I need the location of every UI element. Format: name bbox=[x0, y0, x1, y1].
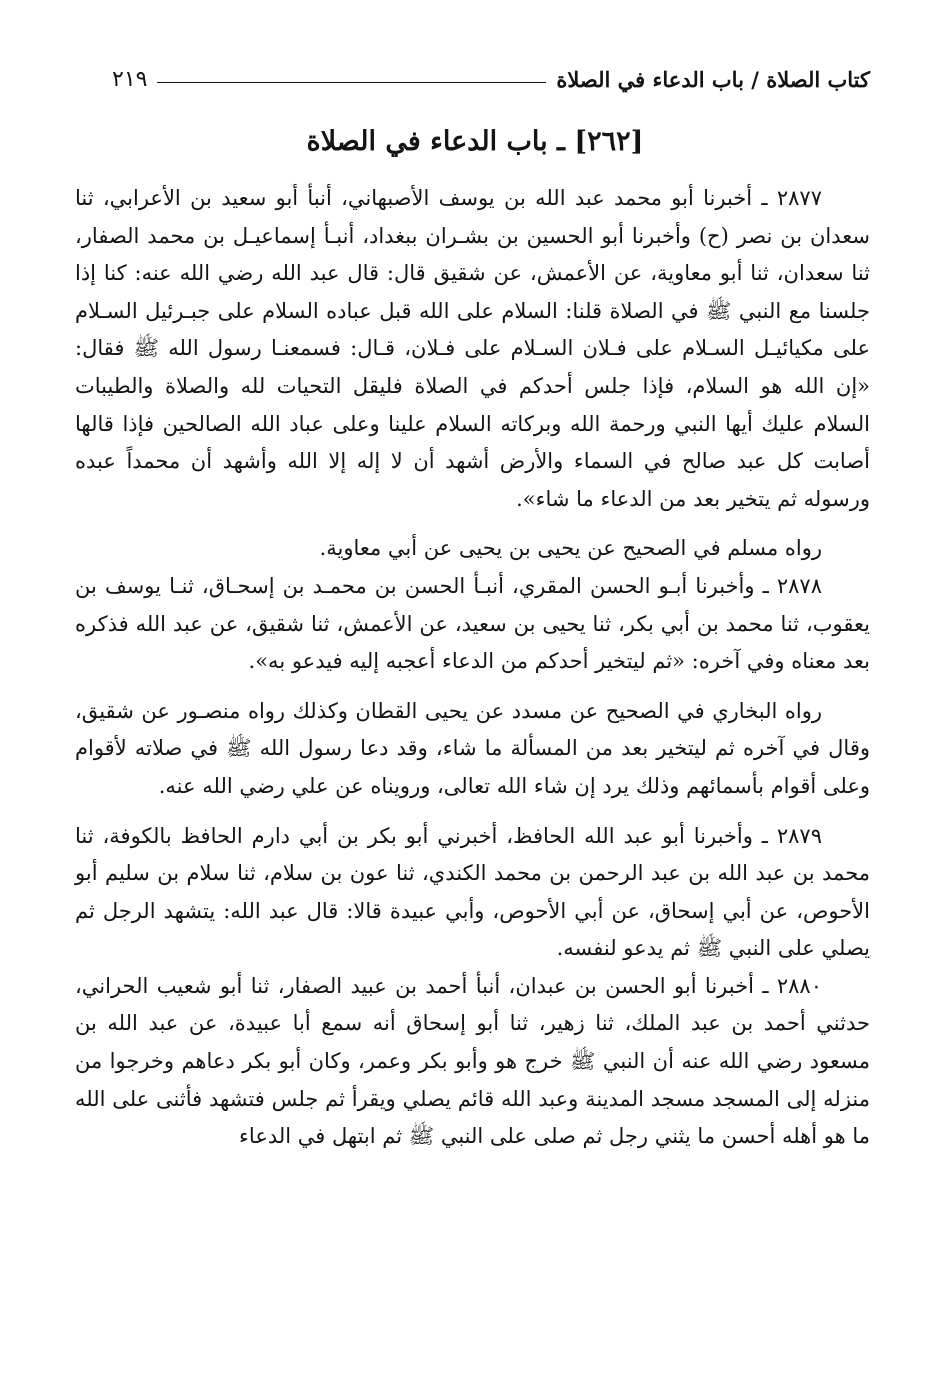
paragraph-hadith-2877: ٢٨٧٧ ـ أخبرنا أبو محمد عبد الله بن يوسف الأصبهاني، أنبأ أبو سعيد بن الأعرابي، ثنا سعدان بن نصر (ح) وأخبرنا أبو الحسين بن بشـران ببغداد، أنبـأ إسماعيـل بن محمد الصفار، ثنا سعدان، ثنا أبو معاوية، عن الأعمش، عن شقيق قال: قال عبد الله رضي الله عنه: كنا إذا جلسنا مع النبي ﷺ في الصلاة قلنا: السلام على الله قبل عباده السلام على جبـرئيل السـلام على مكيائيـل السـلام على فـلان السـلام على فـلان، قـال: فسمعنـا رسول الله ﷺ فقال: «إن الله هو السلام، فإذا جلس أحدكم في الصلاة فليقل التحيات لله والصلاة والطيبات السلام عليك أيها النبي ورحمة الله وبركاته السلام علينا وعلى عباد الله الصالحين فإذا قالها أصابت كل عبد صالح في السماء والأرض أشهد أن لا إله إلا الله وأشهد أن محمداً عبده ورسوله ثم يتخير بعد من الدعاء ما شاء». bbox=[75, 186, 870, 511]
paragraph-commentary-2: رواه البخاري في الصحيح عن مسدد عن يحيى القطان وكذلك رواه منصـور عن شقيق، وقال في آخره ثم ليتخير بعد من المسألة ما شاء، وقد دعا رسول الله ﷺ في صلاته لأقوام وعلى أقوام بأسمائهم وذلك يرد إن شاء الله تعالى، ورويناه عن علي رضي الله عنه. bbox=[75, 698, 870, 798]
chapter-title: [٢٦٢] ـ باب الدعاء في الصلاة bbox=[306, 126, 644, 157]
running-header bbox=[112, 62, 870, 96]
body-text bbox=[75, 180, 870, 1156]
page-number: ٢١٩ bbox=[112, 66, 148, 92]
paragraph-hadith-2880: ٢٨٨٠ ـ أخبرنا أبو الحسن بن عبدان، أنبأ أحمد بن عبيد الصفار، ثنا أبو شعيب الحراني، حدثني أحمد بن عبد الملك، ثنا زهير، ثنا أبو إسحاق أنه سمع أبا عبيدة، عن عبد الله بن مسعود رضي الله عنه أن النبي ﷺ خرج هو وأبو بكر وعمر، وكان أبو بكر دعاهم وخرجوا من منزله إلى المسجد مسجد المدينة وعبد الله قائم يصلي ويقرأ ثم جلس فتشهد فأثنى على الله ما هو أهله أحسن ما يثني رجل ثم صلى على النبي ﷺ ثم ابتهل في الدعاء bbox=[75, 973, 870, 1149]
paragraph-hadith-2879: ٢٨٧٩ ـ وأخبرنا أبو عبد الله الحافظ، أخبرني أبو بكر بن أبي دارم الحافظ بالكوفة، ثنا محمد بن عبد الله بن عبد الرحمن بن محمد الكندي، ثنا عون بن سلام، ثنا سلام بن سليم أبو الأحوص، عن أبي إسحاق، عن أبي الأحوص، وأبي عبيدة قالا: قال عبد الله: يتشهد الرجل ثم يصلي على النبي ﷺ ثم يدعو لنفسه. bbox=[75, 823, 870, 961]
running-title: كتاب الصلاة / باب الدعاء في الصلاة bbox=[556, 66, 870, 92]
paragraph-commentary-1: رواه مسلم في الصحيح عن يحيى بن يحيى عن أبي معاوية. bbox=[319, 536, 822, 561]
header-rule bbox=[157, 82, 546, 83]
paragraph-hadith-2878: ٢٨٧٨ ـ وأخبرنا أبـو الحسن المقري، أنبـأ الحسن بن محمـد بن إسحـاق، ثنـا يوسف بن يعقوب، ثنا محمد بن أبي بكر، ثنا يحيى بن سعيد، عن الأعمش، ثنا شقيق، عن عبد الله فذكره بعد معناه وفي آخره: «ثم ليتخير أحدكم من الدعاء أعجبه إليه فيدعو به». bbox=[75, 573, 870, 674]
